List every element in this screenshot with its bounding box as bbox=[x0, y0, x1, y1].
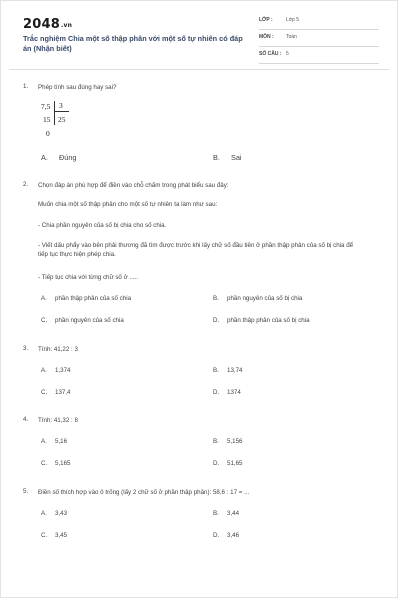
option-label: B. bbox=[213, 438, 219, 445]
option-a[interactable] bbox=[41, 438, 67, 445]
option-text: 5,156 bbox=[227, 438, 243, 445]
option-b[interactable] bbox=[213, 367, 242, 374]
meta-info-table bbox=[259, 16, 379, 67]
option-label: C. bbox=[41, 389, 48, 396]
option-c[interactable] bbox=[41, 389, 70, 396]
question-number: 2. bbox=[23, 181, 29, 188]
option-label: B. bbox=[213, 153, 220, 162]
meta-value: 5 bbox=[286, 51, 289, 57]
question-paragraph: - Chia phần nguyên của số bị chia cho số chia. bbox=[38, 222, 167, 229]
option-a[interactable] bbox=[41, 367, 70, 374]
option-label: C. bbox=[41, 532, 48, 539]
option-d[interactable] bbox=[213, 317, 310, 324]
question-number: 1. bbox=[23, 83, 29, 90]
meta-key: LỚP : bbox=[259, 17, 273, 23]
option-text: 13,74 bbox=[227, 367, 243, 374]
question-number: 4. bbox=[23, 416, 29, 423]
meta-value: Lớp 5 bbox=[286, 17, 300, 23]
option-text: 3,45 bbox=[55, 532, 68, 539]
option-label: A. bbox=[41, 510, 47, 517]
option-text: 3,43 bbox=[55, 510, 68, 517]
option-text: 3,44 bbox=[227, 510, 240, 517]
meta-row-subject bbox=[259, 33, 379, 47]
option-label: B. bbox=[213, 510, 219, 517]
division-vertical-line bbox=[54, 101, 55, 125]
option-label: A. bbox=[41, 153, 48, 162]
logo-main-text: 2048 bbox=[23, 17, 60, 32]
question-text: Phép tính sau đúng hay sai? bbox=[38, 84, 117, 91]
option-label: C. bbox=[41, 317, 48, 324]
document-title: Trắc nghiệm Chia một số thập phân với một số tự nhiên có đáp án (Nhận biết) bbox=[23, 34, 243, 53]
option-d[interactable] bbox=[213, 460, 242, 467]
option-label: A. bbox=[41, 367, 47, 374]
header-divider bbox=[9, 69, 389, 70]
option-text: 137,4 bbox=[55, 389, 71, 396]
option-text: phần thập phân của số bị chia bbox=[227, 317, 310, 324]
question-paragraph: - Tiếp tục chia với từng chữ số ở ..... bbox=[38, 274, 138, 281]
question-number: 5. bbox=[23, 488, 29, 495]
option-label: B. bbox=[213, 367, 219, 374]
option-text: phần nguyên của số chia bbox=[55, 317, 124, 324]
meta-value: Toán bbox=[286, 34, 297, 40]
option-label: D. bbox=[213, 317, 220, 324]
option-b[interactable] bbox=[213, 295, 302, 302]
option-text: 1,374 bbox=[55, 367, 71, 374]
question-text: Chọn đáp án phù hợp để điền vào chỗ chấm trong phát biểu sau đây: bbox=[38, 182, 229, 189]
option-a[interactable] bbox=[41, 153, 76, 162]
logo-suffix-text: .vn bbox=[60, 22, 73, 29]
option-c[interactable] bbox=[41, 460, 70, 467]
partial-dividend: 15 bbox=[43, 115, 51, 124]
option-text: 5,165 bbox=[55, 460, 71, 467]
option-b[interactable] bbox=[213, 153, 242, 162]
option-text: phần nguyên của số bị chia bbox=[227, 295, 303, 302]
question-text: Điền số thích hợp vào ô trống (lấy 2 chữ số ở phần thập phân): 58,6 : 17 = ... bbox=[38, 489, 250, 496]
option-d[interactable] bbox=[213, 532, 239, 539]
document-header bbox=[23, 15, 379, 65]
option-c[interactable] bbox=[41, 317, 124, 324]
question-paragraph: - Viết dấu phẩy vào bên phải thương đã tìm được trước khi lấy chữ số đầu tiên ở phần thập phân của số bị chia để tiếp tục thực hiện phép chia. bbox=[38, 242, 354, 258]
option-label: C. bbox=[41, 460, 48, 467]
remainder: 0 bbox=[46, 129, 50, 138]
option-b[interactable] bbox=[213, 438, 242, 445]
option-label: B. bbox=[213, 295, 219, 302]
quotient: 25 bbox=[58, 115, 66, 124]
option-text: 1374 bbox=[227, 389, 241, 396]
option-label: D. bbox=[213, 532, 220, 539]
option-b[interactable] bbox=[213, 510, 239, 517]
option-label: D. bbox=[213, 460, 220, 467]
question-number: 3. bbox=[23, 345, 29, 352]
option-label: A. bbox=[41, 295, 47, 302]
option-text: 51,65 bbox=[227, 460, 243, 467]
option-text: Đúng bbox=[59, 153, 77, 162]
option-label: A. bbox=[41, 438, 47, 445]
meta-row-question-count bbox=[259, 50, 379, 64]
option-text: phần thập phân của số chia bbox=[55, 295, 132, 302]
meta-row-class bbox=[259, 16, 379, 30]
option-d[interactable] bbox=[213, 389, 241, 396]
option-a[interactable] bbox=[41, 510, 67, 517]
division-horizontal-line bbox=[55, 111, 69, 112]
option-label: D. bbox=[213, 389, 220, 396]
question-paragraph: Muốn chia một số thập phân cho một số tự nhiên ta làm như sau: bbox=[38, 201, 218, 208]
dividend: 7,5 bbox=[41, 102, 51, 111]
site-logo[interactable] bbox=[23, 17, 72, 32]
meta-key: SỐ CÂU : bbox=[259, 51, 282, 57]
option-c[interactable] bbox=[41, 532, 67, 539]
option-text: 5,16 bbox=[55, 438, 68, 445]
option-text: Sai bbox=[231, 153, 242, 162]
meta-key: MÔN : bbox=[259, 34, 274, 40]
option-a[interactable] bbox=[41, 295, 131, 302]
question-text: Tính: 41,32 : 8 bbox=[38, 417, 78, 424]
option-text: 3,46 bbox=[227, 532, 240, 539]
divisor: 3 bbox=[59, 101, 63, 110]
question-text: Tính: 41,22 : 3 bbox=[38, 346, 78, 353]
